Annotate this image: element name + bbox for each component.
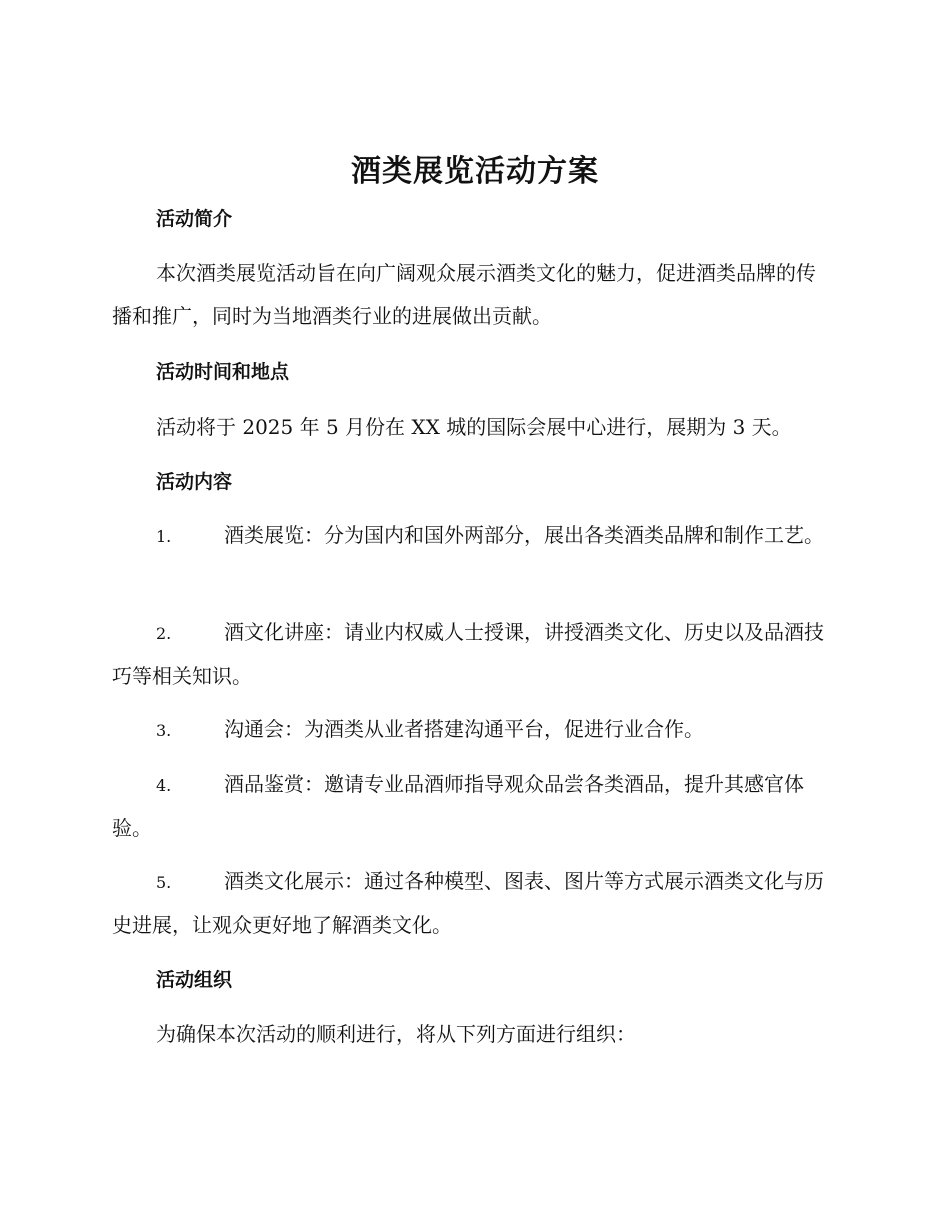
list-item: [112, 860, 832, 947]
section-heading-organization: 活动组织: [156, 969, 233, 991]
list-item-number: 2.: [156, 624, 172, 643]
section-heading-content: 活动内容: [156, 471, 233, 493]
section-heading-intro: 活动简介: [156, 208, 233, 230]
time-place-paragraph: 活动将于 2025 年 5 月份在 XX 城的国际会展中心进行，展期为 3 天。: [156, 415, 792, 439]
list-item-text: 酒文化讲座：请业内权威人士授课，讲授酒类文化、历史以及品酒技巧等相关知识。: [112, 620, 824, 688]
list-item: [112, 708, 832, 752]
list-item-number: 3.: [156, 721, 172, 740]
list-item: [112, 763, 832, 850]
list-item-number: 1.: [156, 527, 172, 546]
list-item-text: 酒类展览：分为国内和国外两部分，展出各类酒类品牌和制作工艺。: [224, 523, 824, 547]
list-item-text: 沟通会：为酒类从业者搭建沟通平台，促进行业合作。: [224, 717, 704, 741]
organization-paragraph: 为确保本次活动的顺利进行，将从下列方面进行组织：: [156, 1022, 636, 1046]
section-heading-time-place: 活动时间和地点: [156, 361, 290, 383]
page-title: 酒类展览活动方案: [351, 154, 599, 189]
list-item: [112, 514, 832, 558]
intro-paragraph: 本次酒类展览活动旨在向广阔观众展示酒类文化的魅力，促进酒类品牌的传播和推广，同时为当地酒类行业的进展做出贡献。: [112, 261, 816, 328]
list-item-number: 4.: [156, 776, 172, 795]
list-item-number: 5.: [156, 873, 172, 892]
list-item-text: 酒类文化展示：通过各种模型、图表、图片等方式展示酒类文化与历史进展，让观众更好地了解酒类文化。: [112, 869, 824, 937]
list-item: [112, 611, 832, 698]
list-item-text: 酒品鉴赏：邀请专业品酒师指导观众品尝各类酒品，提升其感官体验。: [112, 772, 804, 840]
